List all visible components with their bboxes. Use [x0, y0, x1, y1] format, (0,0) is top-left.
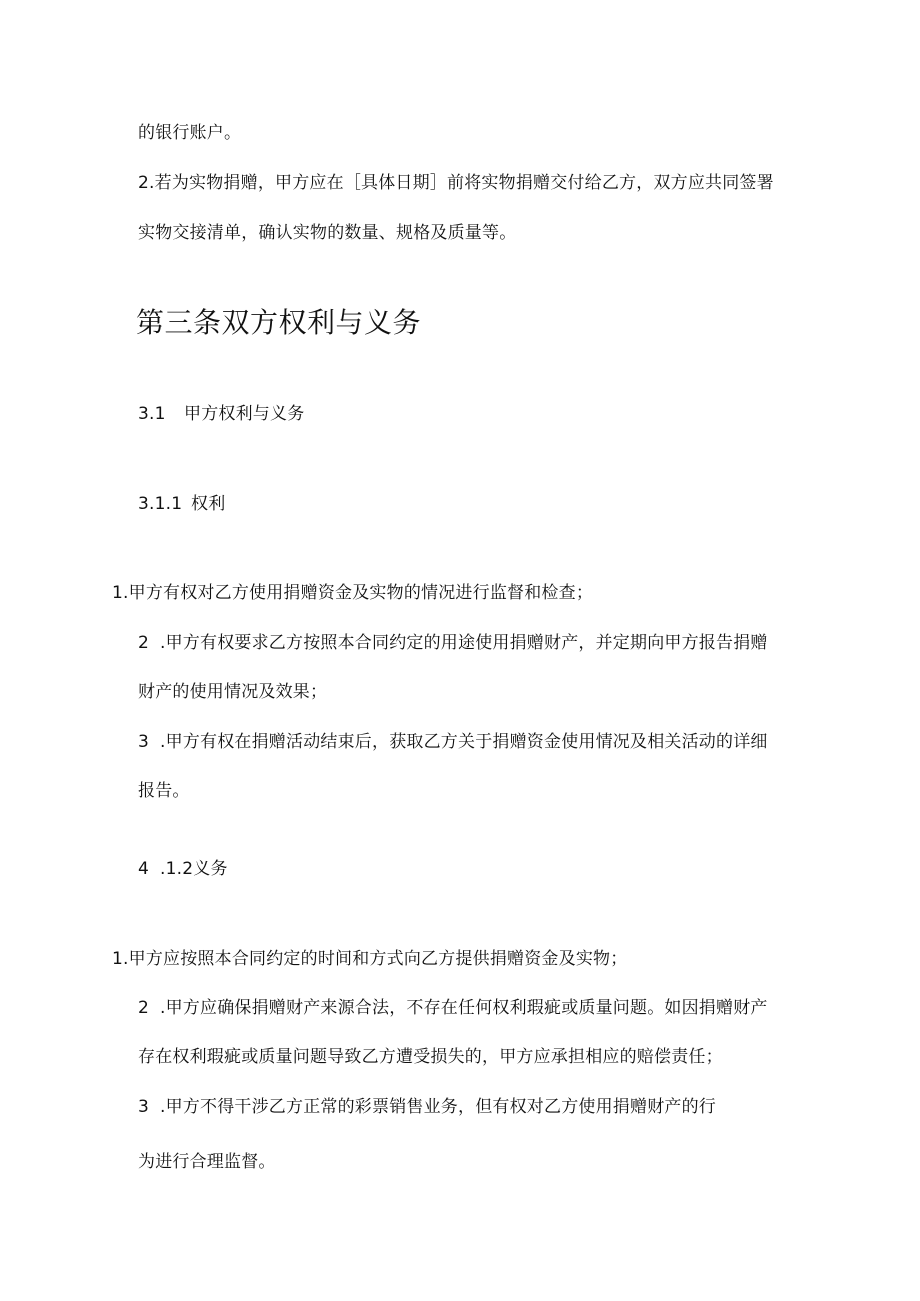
paragraph-line: 的银行账户。	[138, 123, 242, 143]
list-item-continuation: 报告。	[138, 781, 190, 801]
rights-number: 3.1.1	[138, 494, 183, 514]
duties-heading	[138, 857, 228, 881]
list-item	[138, 996, 768, 1020]
list-item: 1.甲方有权对乙方使用捐赠资金及实物的情况进行监督和检查；	[112, 583, 594, 603]
list-item-number: 2	[138, 998, 150, 1018]
paragraph-line: 2.若为实物捐赠，甲方应在［具体日期］前将实物捐赠交付给乙方，双方应共同签署	[138, 173, 774, 193]
list-item-text: .甲方有权在捐赠活动结束后，获取乙方关于捐赠资金使用情况及相关活动的详细	[160, 732, 768, 752]
subsection-heading	[138, 402, 304, 426]
list-item	[138, 1095, 716, 1119]
list-item-number: 3	[138, 732, 150, 752]
list-item-continuation: 存在权利瑕疵或质量问题导致乙方遭受损失的，甲方应承担相应的赔偿责任；	[138, 1047, 723, 1067]
rights-heading	[138, 492, 225, 516]
list-item: 1.甲方应按照本合同约定的时间和方式向乙方提供捐赠资金及实物；	[112, 949, 628, 969]
duties-title: .1.2义务	[160, 859, 228, 879]
list-item-text: .甲方有权要求乙方按照本合同约定的用途使用捐赠财产，并定期向甲方报告捐赠	[160, 633, 768, 653]
duties-number: 4	[138, 859, 150, 879]
paragraph-line: 实物交接清单，确认实物的数量、规格及质量等。	[138, 223, 517, 243]
list-item-number: 2	[138, 633, 150, 653]
subsection-number: 3.1	[138, 404, 166, 424]
subsection-title: 甲方权利与义务	[184, 404, 305, 424]
list-item-text: .甲方不得干涉乙方正常的彩票销售业务，但有权对乙方使用捐赠财产的行	[160, 1097, 717, 1117]
list-item-continuation: 为进行合理监督。	[138, 1152, 276, 1172]
rights-title: 权利	[191, 494, 226, 514]
section-heading: 第三条双方权利与义务	[136, 306, 422, 339]
list-item-text: .甲方应确保捐赠财产来源合法，不存在任何权利瑕疵或质量问题。如因捐赠财产	[160, 998, 768, 1018]
list-item-continuation: 财产的使用情况及效果；	[138, 682, 328, 702]
list-item-number: 3	[138, 1097, 150, 1117]
list-item	[138, 730, 768, 754]
list-item	[138, 631, 768, 655]
